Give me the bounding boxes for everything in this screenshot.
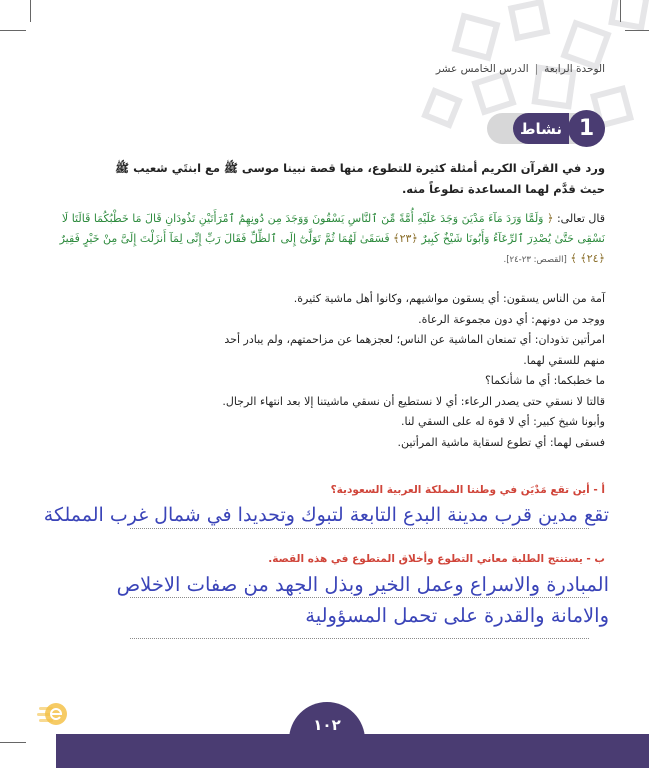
verse-lead: قال تعالى: [556,212,605,225]
note-line: امرأتين تذودان: أي تمنعان الماشية عن الناس؛ لعجزهما عن مزاحمتهم، ولم يبادر أحد [224,333,605,346]
note-line: وأبونا شيخ كبير: أي لا قوة له على السقي لنا. [400,415,605,428]
answer-line [130,597,589,598]
publisher-logo-icon [36,701,68,727]
quran-verse [60,212,605,265]
crop-mark [30,0,31,22]
crop-mark [0,742,26,743]
page-header [436,63,605,75]
note-line: ووجد من دونهم: أي دون مجموعة الرعاة. [418,312,605,326]
page-number: ١٠٢ [289,702,365,754]
vocabulary-notes [46,289,605,453]
question-b: ب - يستنتج الطلبة معاني التطوع وأخلاق المتطوع في هذه القصة. [268,553,605,565]
verse-text: فَسَقَىٰ لَهُمَا ثُمَّ تَوَلَّىٰٓ إِلَى ٱلظِّلِّ فَقَالَ رَبِّ إِنِّى لِمَآ أَنزَلْتَ إِلَىَّ مِنْ خَيْرٍ فَقِيرٌ [59,232,390,245]
verse-open-mark: ﴿ [547,212,554,225]
ayah-number: ﴿٢٣﴾ [393,232,418,245]
lesson-title: الدرس الخامس عشر [435,63,529,75]
answer-b-line1[interactable]: المبادرة والاسراع وعمل الخير وبذل الجهد من صفات الاخلاص [116,573,609,596]
activity-badge [487,113,605,144]
note-line: فسقى لهما: أي تطوع لسقاية ماشية المرأتين. [397,435,605,449]
crop-mark [620,0,621,22]
note-line: منهم للسقي لهما. [523,353,605,367]
answer-b-line2[interactable]: والامانة والقدرة على تحمل المسؤولية [305,604,609,627]
verse-reference: [القصص: ٢٣-٢٤]. [503,255,567,265]
activity-label: نشاط [513,113,569,144]
answer-line [130,528,589,529]
intro-line: حيث قدَّم لهما المساعدة تطوعاً منه. [401,182,605,196]
intro-line: ورد في القرآن الكريم أمثلة كثيرة للتطوع، منها قصة نبينا موسى ﷺ مع ابنتَي شعيب ﷺ [115,161,605,175]
intro-paragraph [46,158,605,200]
crop-mark [0,30,26,31]
verse-close-mark: ﴾ [570,252,577,265]
quran-verse-block [46,209,605,270]
answer-line [130,638,589,639]
ayah-number: ﴿٢٤﴾ [580,252,605,265]
verse-text: وَلَمَّا وَرَدَ مَآءَ مَدْيَنَ وَجَدَ عَلَيْهِ أُمَّةً مِّنَ ٱلنَّاسِ يَسْقُونَ وَوَجَدَ مِن دُونِهِمُ ٱمْرَأَتَيْنِ تَذُودَانِ قَالَ مَا خَطْبُكُمَا قَالَتَا لَا نَسْقِى حَتَّىٰ يُصْدِرَ ٱلرِّعَآءُ وَأَبُونَا شَيْخٌ كَبِيرٌ [61,212,605,245]
question-a: أ - أين تقع مَدْيَن في وطننا المملكة العربية السعودية؟ [330,484,605,496]
header-separator: | [534,63,539,75]
answer-a[interactable]: تقع مدين قرب مدينة البدع التابعة لتبوك وتحديدا في شمال غرب المملكة [43,504,609,526]
activity-number: 1 [568,110,605,147]
note-line: قالتا لا نسقي حتى يصدر الرعاء: أي لا نستطيع أن نسقي ماشيتنا إلا بعد انتهاء الرجال. [222,394,605,408]
note-line: ما خطبكما: أي ما شأنكما؟ [484,374,605,387]
unit-title: الوحدة الرابعة [544,63,605,75]
note-line: آمة من الناس يسقون: أي يسقون مواشيهم، وكانوا أهل ماشية كثيرة. [293,292,605,305]
crop-mark [625,30,649,31]
